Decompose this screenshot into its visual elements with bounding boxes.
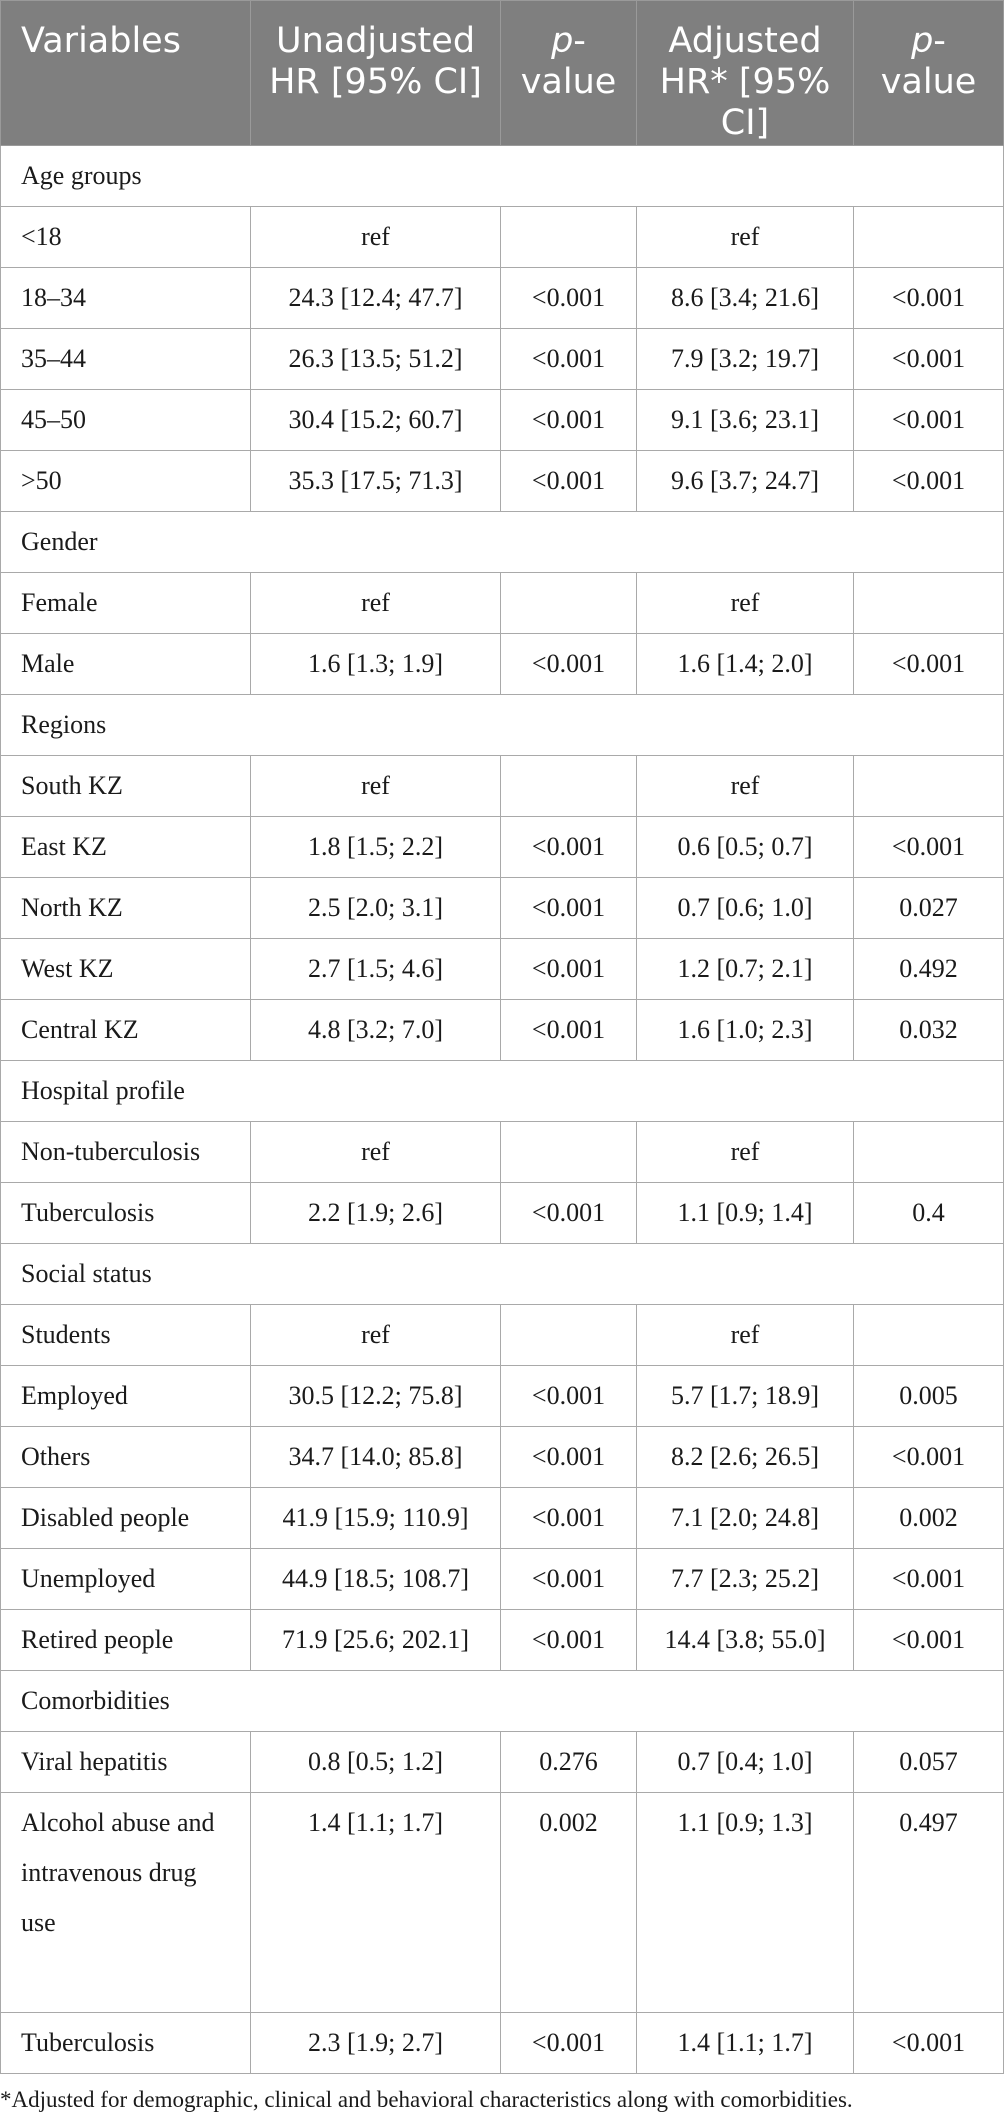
unadjusted-p-value-cell: <0.001: [501, 1488, 637, 1549]
table-row: [1, 634, 1004, 695]
adjusted-hr-cell: 8.6 [3.4; 21.6]: [637, 268, 854, 329]
table-row: [1, 2013, 1004, 2074]
variable-cell: Tuberculosis: [1, 2013, 251, 2074]
adjusted-hr-cell: ref: [637, 573, 854, 634]
variable-cell: Central KZ: [1, 1000, 251, 1061]
variable-cell: 35–44: [1, 329, 251, 390]
table-row: [1, 1610, 1004, 1671]
table-row: [1, 756, 1004, 817]
adjusted-p-value-cell: <0.001: [854, 817, 1004, 878]
adjusted-p-value-cell: <0.001: [854, 329, 1004, 390]
adjusted-p-value-cell: <0.001: [854, 1610, 1004, 1671]
variable-cell: East KZ: [1, 817, 251, 878]
adjusted-hr-cell: 0.7 [0.6; 1.0]: [637, 878, 854, 939]
table-row: [1, 817, 1004, 878]
unadjusted-hr-cell: ref: [251, 1122, 501, 1183]
variable-cell: Female: [1, 573, 251, 634]
adjusted-p-value-cell: <0.001: [854, 451, 1004, 512]
adjusted-p-value-cell: 0.4: [854, 1183, 1004, 1244]
table-row: [1, 1488, 1004, 1549]
table-row: [1, 939, 1004, 1000]
unadjusted-hr-cell: 2.3 [1.9; 2.7]: [251, 2013, 501, 2074]
variable-cell: <18: [1, 207, 251, 268]
table-row: [1, 1793, 1004, 2013]
variable-cell: Tuberculosis: [1, 1183, 251, 1244]
p-value-rest: -value: [520, 21, 617, 102]
unadjusted-hr-cell: 26.3 [13.5; 51.2]: [251, 329, 501, 390]
unadjusted-p-value-cell: [501, 573, 637, 634]
unadjusted-hr-cell: 2.5 [2.0; 3.1]: [251, 878, 501, 939]
unadjusted-p-value-cell: [501, 1305, 637, 1366]
unadjusted-hr-cell: ref: [251, 573, 501, 634]
header-adjusted-p-value: [854, 1, 1004, 146]
variable-cell: Viral hepatitis: [1, 1732, 251, 1793]
adjusted-hr-cell: 5.7 [1.7; 18.9]: [637, 1366, 854, 1427]
unadjusted-hr-cell: 0.8 [0.5; 1.2]: [251, 1732, 501, 1793]
category-row: [1, 146, 1004, 207]
category-label: Social status: [1, 1244, 1004, 1305]
variable-cell: Retired people: [1, 1610, 251, 1671]
adjusted-hr-cell: 0.7 [0.4; 1.0]: [637, 1732, 854, 1793]
unadjusted-hr-cell: 44.9 [18.5; 108.7]: [251, 1549, 501, 1610]
category-row: [1, 1671, 1004, 1732]
adjusted-hr-cell: 1.6 [1.0; 2.3]: [637, 1000, 854, 1061]
adjusted-p-value-cell: <0.001: [854, 1427, 1004, 1488]
unadjusted-p-value-cell: <0.001: [501, 817, 637, 878]
adjusted-hr-cell: 9.6 [3.7; 24.7]: [637, 451, 854, 512]
unadjusted-hr-cell: 41.9 [15.9; 110.9]: [251, 1488, 501, 1549]
category-label: Regions: [1, 695, 1004, 756]
adjusted-hr-cell: 1.6 [1.4; 2.0]: [637, 634, 854, 695]
table-row: [1, 329, 1004, 390]
unadjusted-hr-cell: 4.8 [3.2; 7.0]: [251, 1000, 501, 1061]
unadjusted-p-value-cell: 0.002: [501, 1793, 637, 2013]
variable-cell: 18–34: [1, 268, 251, 329]
adjusted-p-value-cell: 0.057: [854, 1732, 1004, 1793]
unadjusted-p-value-cell: <0.001: [501, 329, 637, 390]
unadjusted-p-value-cell: <0.001: [501, 1000, 637, 1061]
adjusted-p-value-cell: <0.001: [854, 268, 1004, 329]
unadjusted-p-value-cell: 0.276: [501, 1732, 637, 1793]
p-italic: p: [911, 21, 934, 61]
category-row: [1, 1061, 1004, 1122]
unadjusted-p-value-cell: <0.001: [501, 268, 637, 329]
unadjusted-hr-cell: 35.3 [17.5; 71.3]: [251, 451, 501, 512]
adjusted-p-value-cell: [854, 1122, 1004, 1183]
table-row: [1, 1549, 1004, 1610]
table-row: [1, 451, 1004, 512]
unadjusted-hr-cell: ref: [251, 207, 501, 268]
adjusted-p-value-cell: 0.492: [854, 939, 1004, 1000]
adjusted-hr-cell: 0.6 [0.5; 0.7]: [637, 817, 854, 878]
table-row: [1, 207, 1004, 268]
adjusted-hr-cell: 1.1 [0.9; 1.3]: [637, 1793, 854, 2013]
table-row: [1, 878, 1004, 939]
unadjusted-p-value-cell: <0.001: [501, 451, 637, 512]
unadjusted-p-value-cell: <0.001: [501, 390, 637, 451]
table-row: [1, 1305, 1004, 1366]
unadjusted-hr-cell: 2.2 [1.9; 2.6]: [251, 1183, 501, 1244]
adjusted-p-value-cell: 0.005: [854, 1366, 1004, 1427]
adjusted-hr-cell: 9.1 [3.6; 23.1]: [637, 390, 854, 451]
adjusted-hr-cell: ref: [637, 756, 854, 817]
header-adjusted-hr: Adjusted HR* [95% CI]: [637, 1, 854, 146]
category-row: [1, 695, 1004, 756]
table-row: [1, 1366, 1004, 1427]
variable-cell: West KZ: [1, 939, 251, 1000]
unadjusted-hr-cell: 30.4 [15.2; 60.7]: [251, 390, 501, 451]
table-body: [1, 146, 1004, 2074]
unadjusted-hr-cell: 24.3 [12.4; 47.7]: [251, 268, 501, 329]
adjusted-hr-cell: 7.9 [3.2; 19.7]: [637, 329, 854, 390]
unadjusted-p-value-cell: <0.001: [501, 939, 637, 1000]
adjusted-p-value-cell: <0.001: [854, 390, 1004, 451]
unadjusted-hr-cell: 30.5 [12.2; 75.8]: [251, 1366, 501, 1427]
unadjusted-p-value-cell: <0.001: [501, 1366, 637, 1427]
unadjusted-p-value-cell: <0.001: [501, 1610, 637, 1671]
header-row: [1, 1, 1004, 146]
table-header: [1, 1, 1004, 146]
adjusted-p-value-cell: [854, 1305, 1004, 1366]
adjusted-hr-cell: 1.2 [0.7; 2.1]: [637, 939, 854, 1000]
adjusted-p-value-cell: [854, 573, 1004, 634]
variable-cell: Employed: [1, 1366, 251, 1427]
table-row: [1, 1000, 1004, 1061]
variable-cell: 45–50: [1, 390, 251, 451]
adjusted-hr-cell: ref: [637, 207, 854, 268]
variable-cell: Students: [1, 1305, 251, 1366]
adjusted-p-value-cell: 0.002: [854, 1488, 1004, 1549]
unadjusted-hr-cell: 2.7 [1.5; 4.6]: [251, 939, 501, 1000]
category-label: Hospital profile: [1, 1061, 1004, 1122]
category-row: [1, 512, 1004, 573]
unadjusted-hr-cell: ref: [251, 1305, 501, 1366]
adjusted-p-value-cell: <0.001: [854, 1549, 1004, 1610]
table-row: [1, 390, 1004, 451]
unadjusted-p-value-cell: <0.001: [501, 634, 637, 695]
variable-cell: Male: [1, 634, 251, 695]
footnote: *Adjusted for demographic, clinical and behavioral characteristics along with comorbidities.: [0, 2087, 853, 2112]
category-label: Comorbidities: [1, 1671, 1004, 1732]
adjusted-hr-cell: 7.1 [2.0; 24.8]: [637, 1488, 854, 1549]
variable-cell: Disabled people: [1, 1488, 251, 1549]
adjusted-hr-cell: 1.1 [0.9; 1.4]: [637, 1183, 854, 1244]
unadjusted-p-value-cell: [501, 1122, 637, 1183]
unadjusted-hr-cell: 1.8 [1.5; 2.2]: [251, 817, 501, 878]
table-row: [1, 1183, 1004, 1244]
category-row: [1, 1244, 1004, 1305]
unadjusted-p-value-cell: <0.001: [501, 1183, 637, 1244]
adjusted-p-value-cell: <0.001: [854, 634, 1004, 695]
table-row: [1, 268, 1004, 329]
header-unadjusted-hr: Unadjusted HR [95% CI]: [251, 1, 501, 146]
unadjusted-hr-cell: 1.4 [1.1; 1.7]: [251, 1793, 501, 2013]
header-variables: Variables: [1, 1, 251, 146]
adjusted-hr-cell: 1.4 [1.1; 1.7]: [637, 2013, 854, 2074]
p-value-rest: -value: [880, 21, 977, 102]
category-label: Gender: [1, 512, 1004, 573]
variable-cell: Others: [1, 1427, 251, 1488]
p-italic: p: [551, 21, 574, 61]
adjusted-hr-cell: 8.2 [2.6; 26.5]: [637, 1427, 854, 1488]
adjusted-hr-cell: 14.4 [3.8; 55.0]: [637, 1610, 854, 1671]
variable-cell: North KZ: [1, 878, 251, 939]
adjusted-p-value-cell: 0.497: [854, 1793, 1004, 2013]
table-row: [1, 573, 1004, 634]
unadjusted-p-value-cell: [501, 756, 637, 817]
unadjusted-hr-cell: 1.6 [1.3; 1.9]: [251, 634, 501, 695]
unadjusted-p-value-cell: <0.001: [501, 2013, 637, 2074]
unadjusted-p-value-cell: <0.001: [501, 1549, 637, 1610]
adjusted-hr-cell: ref: [637, 1122, 854, 1183]
unadjusted-p-value-cell: [501, 207, 637, 268]
adjusted-p-value-cell: [854, 756, 1004, 817]
unadjusted-hr-cell: ref: [251, 756, 501, 817]
table-row: [1, 1427, 1004, 1488]
table-row: [1, 1732, 1004, 1793]
unadjusted-hr-cell: 71.9 [25.6; 202.1]: [251, 1610, 501, 1671]
adjusted-hr-cell: ref: [637, 1305, 854, 1366]
variable-cell: Non-tuberculosis: [1, 1122, 251, 1183]
adjusted-p-value-cell: 0.032: [854, 1000, 1004, 1061]
adjusted-p-value-cell: 0.027: [854, 878, 1004, 939]
variable-cell: >50: [1, 451, 251, 512]
variable-cell: Unemployed: [1, 1549, 251, 1610]
adjusted-p-value-cell: [854, 207, 1004, 268]
variable-cell: Alcohol abuse and intravenous drug use: [1, 1793, 251, 2013]
header-unadjusted-p-value: [501, 1, 637, 146]
unadjusted-p-value-cell: <0.001: [501, 878, 637, 939]
category-label: Age groups: [1, 146, 1004, 207]
variable-cell: South KZ: [1, 756, 251, 817]
unadjusted-p-value-cell: <0.001: [501, 1427, 637, 1488]
adjusted-p-value-cell: <0.001: [854, 2013, 1004, 2074]
unadjusted-hr-cell: 34.7 [14.0; 85.8]: [251, 1427, 501, 1488]
table-row: [1, 1122, 1004, 1183]
adjusted-hr-cell: 7.7 [2.3; 25.2]: [637, 1549, 854, 1610]
